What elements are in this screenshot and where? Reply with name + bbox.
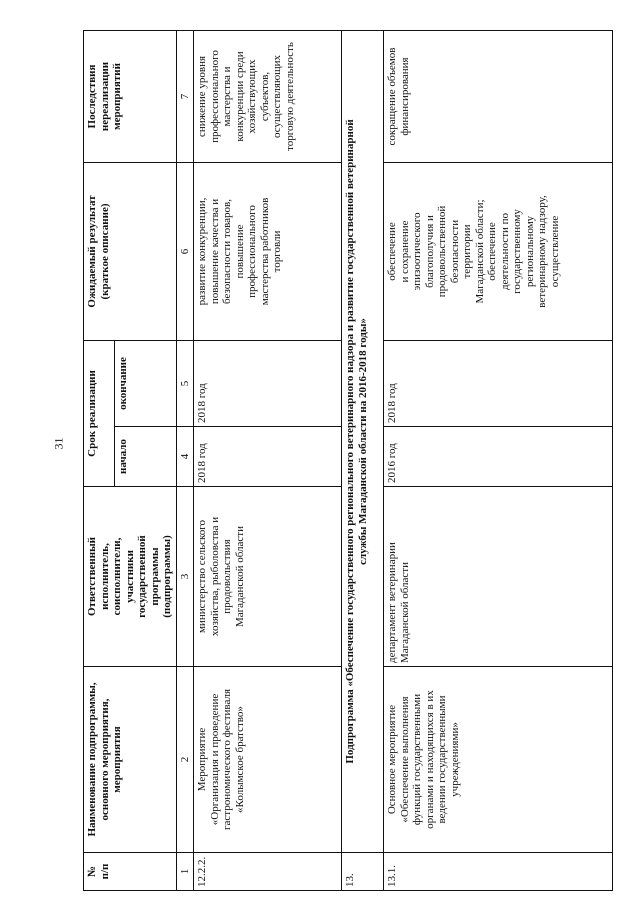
header-end: окончание (114, 340, 176, 426)
row-consequences: сокращение объемов финансирования (384, 30, 613, 162)
row-name: Мероприятие «Организация и проведение гастрономического фестиваля «Колымское братство» (194, 667, 342, 853)
column-index: 5 (176, 340, 194, 426)
row-num: 12.2.2. (194, 853, 342, 891)
header-start: начало (114, 427, 176, 487)
header-consequences: Последствия нереализации мероприятий (84, 30, 177, 162)
row-executor: министерство сельского хозяйства, рыболовства и продовольствия Магаданской области (194, 487, 342, 667)
table-row (384, 30, 613, 890)
column-index: 4 (176, 427, 194, 487)
header-executor: Ответственный исполнитель, соисполнители, участники государственной программы (подпрограммы) (84, 487, 177, 667)
column-index: 2 (176, 667, 194, 853)
table-row (194, 30, 342, 890)
column-index: 3 (176, 487, 194, 667)
row-num: 13.1. (384, 853, 613, 891)
header-result: Ожидаемый результат (краткое описание) (84, 162, 177, 340)
row-start: 2018 год (194, 427, 342, 487)
header-num: № п/п (84, 853, 177, 891)
row-result: обеспечение и сохранение эпизоотического благополучия и продовольственной безопасности территории Магаданской области; обеспечение деятельности по государственному региональному ветеринарному надзору, осуществление (384, 162, 613, 340)
row-end: 2018 год (384, 340, 613, 426)
rotated-table-frame (83, 31, 613, 891)
column-index: 7 (176, 30, 194, 162)
row-result: развитие конкуренции, повышение качества и безопасности товаров, повышение профессионального мастерства работников торговли (194, 162, 342, 340)
column-index: 1 (176, 853, 194, 891)
subprogram-title: Подпрограмма «Обеспечение государственного регионального ветеринарного надзора и развитие государственной ветеринарной службы Магаданской области на 2016-2018 годы» (342, 30, 384, 852)
measures-table (83, 30, 613, 891)
column-index: 6 (176, 162, 194, 340)
row-consequences: снижение уровня профессионального мастерства и конкуренции среди хозяйствующих субъектов, осуществляющих торговую деятельность (194, 30, 342, 162)
page-number: 31 (51, 437, 66, 450)
row-start: 2016 год (384, 427, 613, 487)
row-name: Основное мероприятие «Обеспечение выполнения функций государственными органами и находящихся в их ведении государственными учреждениями» (384, 667, 613, 853)
header-period: Срок реализации (84, 340, 115, 486)
header-name: Наименование подпрограммы, основного мероприятия, мероприятия (84, 667, 177, 853)
row-end: 2018 год (194, 340, 342, 426)
row-num: 13. (342, 853, 384, 891)
row-executor: департамент ветеринарии Магаданской области (384, 487, 613, 667)
subprogram-row (342, 30, 384, 890)
